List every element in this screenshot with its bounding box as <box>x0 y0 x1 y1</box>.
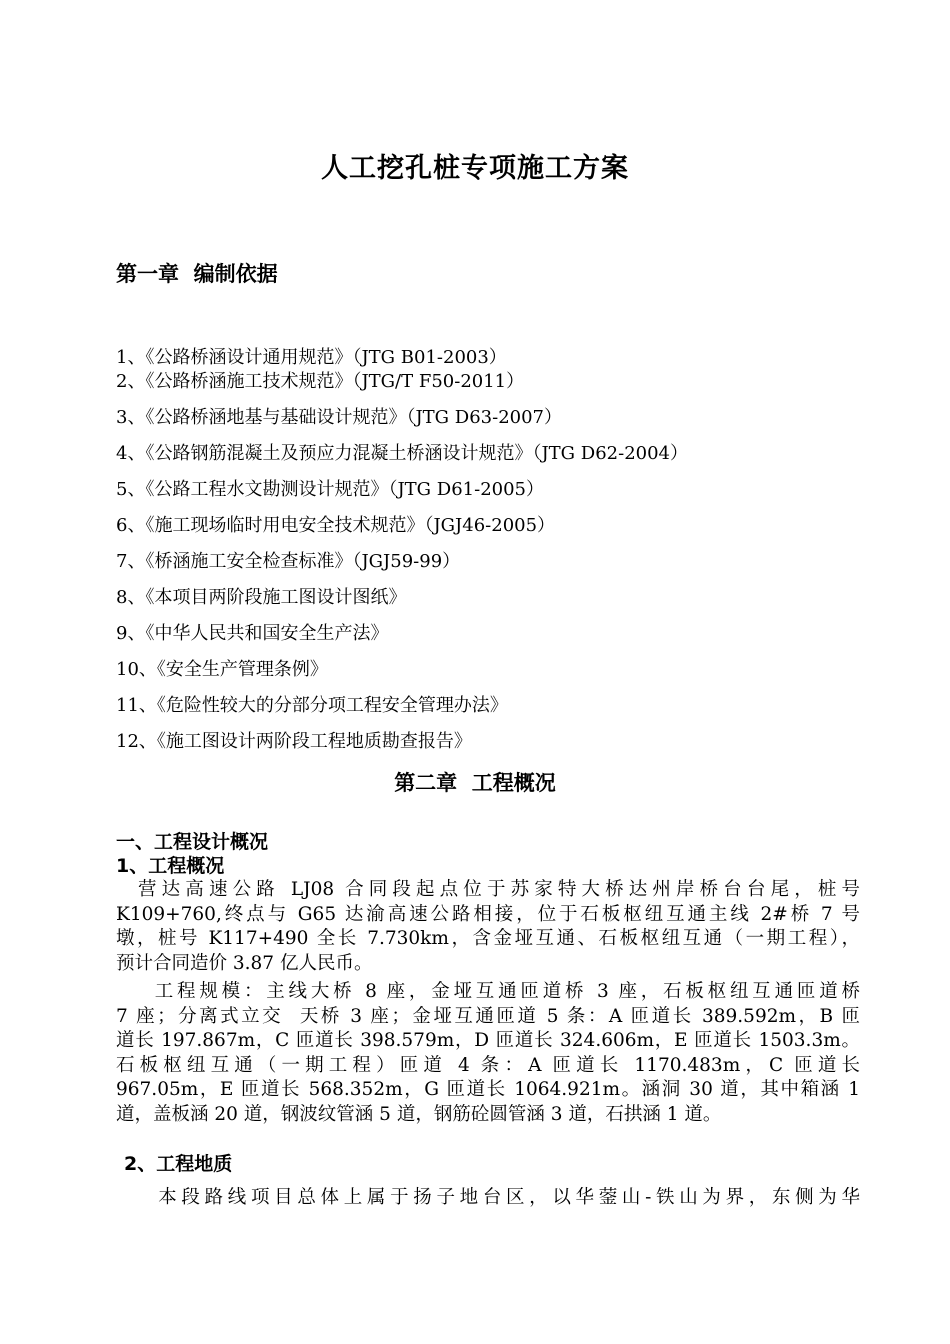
paragraph-line: 7 座；分离式立交 天桥 3 座；金垭互通匝道 5 条：A 匝道长 389.592m，B 匝 <box>116 1005 860 1027</box>
reference-item: 7、《桥涵施工安全检查标准》（JGJ59-99） <box>116 551 461 572</box>
subsection-heading: 2、工程地质 <box>124 1153 233 1175</box>
chapter-1-heading: 第一章 编制依据 <box>116 262 278 286</box>
reference-item: 8、《本项目两阶段施工图设计图纸》 <box>116 587 407 608</box>
section-heading: 一、工程设计概况 <box>116 831 269 853</box>
subsection-heading: 1、工程概况 <box>116 855 225 877</box>
reference-item: 1、《公路桥涵设计通用规范》（JTG B01-2003） <box>116 347 507 368</box>
reference-item: 5、《公路工程水文勘测设计规范》（JTG D61-2005） <box>116 479 544 500</box>
paragraph-line: 墩，桩号 K117+490 全长 7.730km，含金垭互通、石板枢纽互通（一期工程）， <box>116 928 860 949</box>
overview-paragraph <box>116 878 860 976</box>
paragraph-line: 工程规模：主线大桥 8 座，金垭互通匝道桥 3 座，石板枢纽互通匝道桥 <box>116 981 860 1002</box>
paragraph-line: K109+760,终点与 G65 达渝高速公路相接，位于石板枢纽互通主线 2#桥 7 号 <box>116 903 860 925</box>
scale-paragraph <box>116 980 860 1127</box>
document-title: 人工挖孔桩专项施工方案 <box>321 153 629 184</box>
paragraph-line: 道长 197.867m，C 匝道长 398.579m，D 匝道长 324.606m，E 匝道长 1503.3m。 <box>116 1030 860 1051</box>
paragraph-line: 本段路线项目总体上属于扬子地台区，以华蓥山-铁山为界，东侧为华 <box>116 1187 860 1208</box>
geology-paragraph <box>116 1186 860 1211</box>
paragraph-line: 营达高速公路 LJ08 合同段起点位于苏家特大桥达州岸桥台台尾，桩号 <box>116 879 860 900</box>
reference-item: 4、《公路钢筋混凝土及预应力混凝土桥涵设计规范》（JTG D62-2004） <box>116 443 688 464</box>
reference-item: 11、《危险性较大的分部分项工程安全管理办法》 <box>116 695 508 716</box>
chapter-2-heading: 第二章 工程概况 <box>394 771 556 795</box>
reference-item: 10、《安全生产管理条例》 <box>116 659 328 680</box>
reference-item: 12、《施工图设计两阶段工程地质勘查报告》 <box>116 731 472 752</box>
reference-item: 6、《施工现场临时用电安全技术规范》（JGJ46-2005） <box>116 515 556 536</box>
reference-item: 9、《中华人民共和国安全生产法》 <box>116 623 389 644</box>
paragraph-line: 预计合同造价 3.87 亿人民币。 <box>116 952 373 974</box>
paragraph-line: 石板枢纽互通（一期工程）匝道 4 条：A 匝道长 1170.483m，C 匝道长 <box>116 1054 860 1076</box>
reference-item: 3、《公路桥涵地基与基础设计规范》（JTG D63-2007） <box>116 407 562 428</box>
paragraph-line: 道，盖板涵 20 道，钢波纹管涵 5 道，钢筋砼圆管涵 3 道，石拱涵 1 道。 <box>116 1103 722 1125</box>
paragraph-line: 967.05m，E 匝道长 568.352m，G 匝道长 1064.921m。涵洞 30 道，其中箱涵 1 <box>116 1079 860 1100</box>
reference-item: 2、《公路桥涵施工技术规范》（JTG/T F50-2011） <box>116 371 525 392</box>
